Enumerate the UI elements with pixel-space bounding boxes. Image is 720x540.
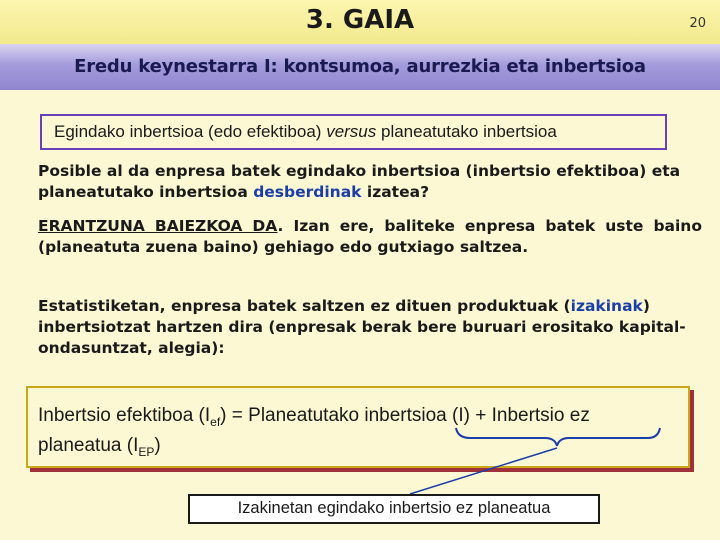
formula-end: ) [154, 434, 161, 456]
versus-word: versus [326, 122, 377, 141]
versus-part2: planeatutako inbertsioa [381, 122, 557, 141]
formula-left: Inbertsio efektiboa (I [38, 405, 211, 426]
callout-connector [410, 448, 557, 494]
brace-left-arm [456, 428, 557, 446]
statistics-text-after: ) inbertsiotzat hartzen dira (enpresak berak bere buruari erositako kapital-ondasuntzat, alegia): [38, 297, 686, 357]
page-number: 20 [689, 16, 706, 31]
answer-text: . Izan ere, baliteke enpresa batek uste baino (planeatuta zuena baino) gehiago edo gutxiago saltzea. [38, 217, 702, 256]
question-highlight: desberdinak [253, 183, 362, 201]
statistics-text-before: Estatistiketan, enpresa batek saltzen ez dituen produktuak ( [38, 297, 571, 315]
question-text-before: Posible al da enpresa batek egindako inbertsioa (inbertsio efektiboa) eta planeatutako inbertsioa [38, 162, 681, 201]
callout-label: Izakinetan egindako inbertsio ez planeatua [237, 499, 551, 517]
question-text-after: izatea? [366, 183, 430, 201]
slide-title: 3. GAIA [305, 5, 415, 35]
formula-middle: ) = Planeatutako inbertsioa (I) + Inbertsio ez planeatua (I [38, 405, 590, 456]
answer-lead: ERANTZUNA BAIEZKOA DA [38, 217, 278, 235]
statistics-highlight: izakinak [570, 297, 643, 315]
formula-sub-ef: ef [210, 414, 221, 429]
formula-sub-ep: EP [138, 444, 155, 459]
brace-right-arm [557, 428, 660, 446]
versus-part1: Egindako inbertsioa (edo efektiboa) [54, 122, 322, 141]
slide-subtitle: Eredu keynestarra I: kontsumoa, aurrezkia eta inbertsioa [74, 56, 646, 77]
